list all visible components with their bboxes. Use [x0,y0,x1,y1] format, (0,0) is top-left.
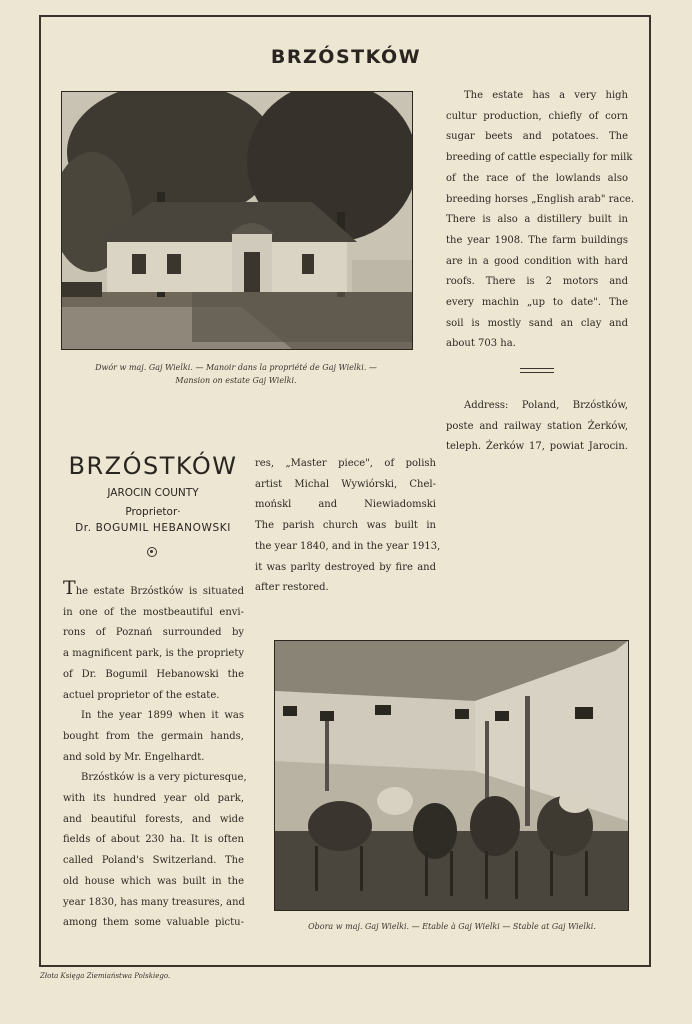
left-column-text [63,577,247,934]
mansion-photo [61,91,413,350]
text-line: and beautiful forests, and wide [63,813,244,825]
text-line: soil is mostly sand an clay and [446,317,628,329]
text-line: a magnificent park, is the propriety [63,648,244,660]
right-column-text [446,86,635,355]
text-line: cultur production, chiefly of corn [446,110,628,122]
text-line: res, „Master piece", of polish [255,458,436,469]
text-line: The estate has a very high [464,90,628,101]
text-line [63,577,244,603]
section-divider [520,368,554,373]
text-line: among them some valuable pictu- [63,917,244,929]
text-line: the year 1908. The farm buildings [446,234,628,246]
text-line: In the year 1899 when it was [81,710,244,722]
text-line: it was parlty destroyed by fire and [255,561,436,573]
address-block [446,396,628,458]
text-line: Brzóstków is a very picturesque, [81,772,247,784]
address-line: poste and railway station Żerków, [446,420,628,432]
text-line: old house which was built in the [63,875,244,887]
text-line: fields of about 230 ha. It is often [63,834,244,846]
text-line: the year 1840, and in the year 1913, [255,540,441,552]
county-label: JAROCIN COUNTY [107,487,199,499]
mansion-caption-line1: Dwór w maj. Gaj Wielki. — Manoir dans la propriété de Gaj Wielki. — [95,363,377,372]
text-line: in one of the mostbeautiful envi- [63,606,244,618]
text-line: rons of Poznań surrounded by [63,627,244,639]
text-line: breeding of cattle especially for milk [446,152,633,164]
address-line: teleph. Żerków 17, powiat Jarocin. [446,441,628,453]
mansion-caption [60,361,412,387]
text-line: actuel proprietor of the estate. [63,689,220,701]
estate-name-heading: BRZÓSTKÓW [68,452,238,480]
text-line: breeding horses „English arab" race. [446,193,635,205]
text-line: bought from the germain hands, [63,730,244,742]
stable-photo [274,640,629,911]
text-line: every machin „up to date". The [446,297,628,309]
middle-column-text [255,454,441,599]
text-line: about 703 ha. [446,338,516,350]
text-line: The parish church was built in [255,520,436,532]
text-line: with its hundred year old park, [63,793,244,805]
text-line: artist Michal Wywiórski, Chel- [255,478,436,490]
text-line: There is also a distillery built in [446,214,628,226]
text-line: sugar beets and potatoes. The [446,131,628,143]
text-line: and sold by Mr. Engelhardt. [63,751,205,763]
address-line: Address: Poland, Brzóstków, [464,400,628,411]
footer-text: Złota Księga Ziemiaństwa Polskiego. [40,972,171,980]
text-line: of the race of the lowlands also [446,172,628,184]
text-line: roofs. There is 2 motors and [446,276,628,288]
stable-caption: Obora w maj. Gaj Wielki. — Etable à Gaj Wielki — Stable at Gaj Wielki. [308,922,596,931]
text-line: after restored. [255,582,329,594]
text-line: are in a good condition with hard [446,255,628,267]
ornament-icon [147,547,157,557]
drop-cap: T [63,577,76,599]
text-line-rest: he estate Brzóstków is situated [75,586,244,597]
text-line: of Dr. Bogumil Hebanowski the [63,668,244,680]
proprietor-label: Proprietor· [125,506,181,518]
text-line: mońskl and Niewiadomski [255,499,436,511]
page-title: BRZÓSTKÓW [270,46,422,68]
mansion-caption-line2: Mansion on estate Gaj Wielki. [175,376,297,385]
text-line: year 1830, has many treasures, and [63,896,245,908]
proprietor-name: Dr. BOGUMIL HEBANOWSKI [75,522,231,534]
text-line: called Poland's Switzerland. The [63,855,244,867]
